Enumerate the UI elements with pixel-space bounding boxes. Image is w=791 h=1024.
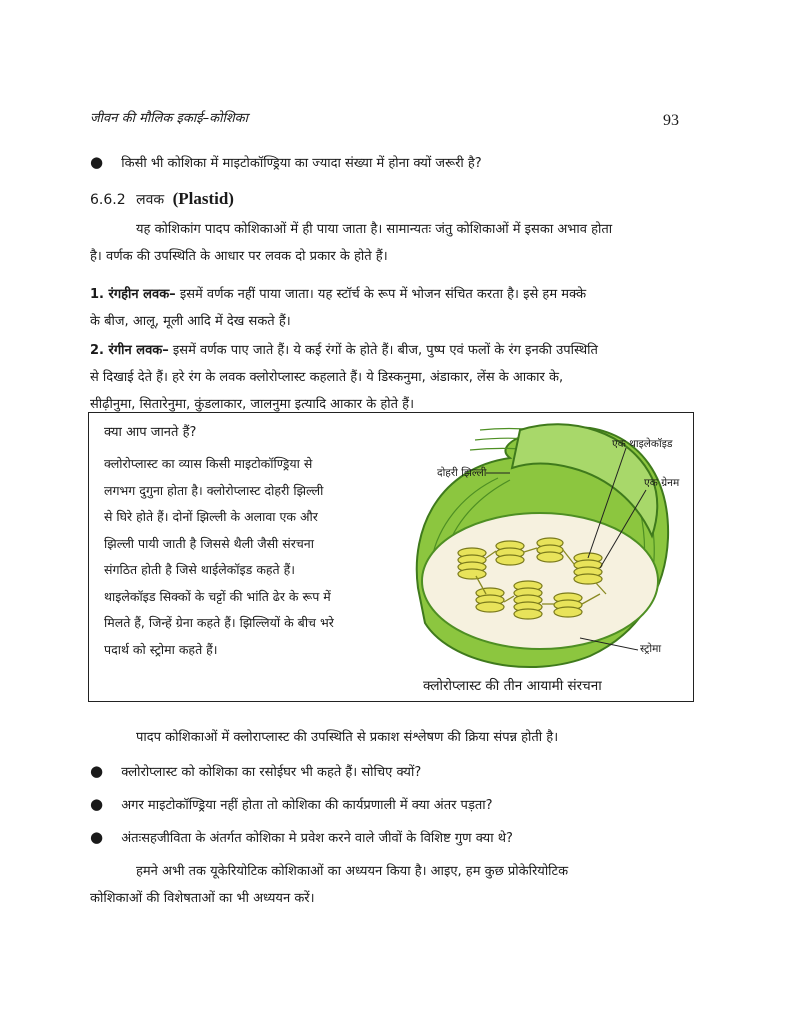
colorless-line: इसमें वर्णक नहीं पाया जाता। यह स्टॉर्च के रूप में भोजन संचित करता है। इसे हम मक्के xyxy=(179,287,587,302)
colored-line: सीढ़ीनुमा, सितारेनुमा, कुंडलाकार, जालनुमा इत्यादि आकार के होते हैं। xyxy=(90,397,415,412)
label-granum: एक ग्रेनम xyxy=(644,477,680,489)
intro-paragraph xyxy=(90,216,701,270)
box-line: पदार्थ को स्ट्रोमा कहते हैं। xyxy=(104,641,218,657)
colored-line: इसमें वर्णक पाए जाते हैं। ये कई रंगों के होते हैं। बीज, पुष्प एवं फलों के रंग इनकी उपस्थिति xyxy=(172,343,598,358)
closing-paragraph xyxy=(90,858,701,912)
closing-line: हमने अभी तक यूकेरियोटिक कोशिकाओं का अध्ययन किया है। आइए, हम कुछ प्रोकेरियोटिक xyxy=(136,864,569,879)
bullet-question-1 xyxy=(90,149,482,177)
granum-6 xyxy=(514,581,542,619)
bullet-text: क्लोरोप्लास्ट को कोशिका का रसोईघर भी कहते हैं। सोचिए क्यों? xyxy=(121,765,422,780)
section-heading xyxy=(90,189,234,209)
bullet-text: अंतःसहजीविता के अंतर्गत कोशिका मे प्रवेश करने वाले जीवों के विशिष्ट गुण क्या थे? xyxy=(121,831,513,846)
bullet-question-2 xyxy=(90,758,421,786)
photosynthesis-statement: पादप कोशिकाओं में क्लोराप्लास्ट की उपस्थिति से प्रकाश संश्लेषण की क्रिया संपन्न होती है। xyxy=(136,730,559,745)
colorless-label: 1. रंगहीन लवक– xyxy=(90,287,176,302)
box-line: मिलते हैं, जिन्हें ग्रेना कहते हैं। झिल्लियों के बीच भरे xyxy=(104,615,334,630)
intro-line: यह कोशिकांग पादप कोशिकाओं में ही पाया जाता है। सामान्यतः जंतु कोशिकाओं में इसका अभाव होता xyxy=(136,222,613,237)
box-line: लगभग दुगुना होता है। क्लोरोप्लास्ट दोहरी झिल्ली xyxy=(104,482,324,498)
colored-plastid-paragraph xyxy=(90,337,701,418)
colored-line: से दिखाई देते हैं। हरे रंग के लवक क्लोरोप्लास्ट कहलाते हैं। ये डिस्कनुमा, अंडाकार, लेंस के आकार के, xyxy=(90,370,564,385)
box-line: संगठित होती है जिसे थाईलेकॉइड कहते हैं। xyxy=(104,562,296,577)
granum-7 xyxy=(554,593,582,617)
granum-5 xyxy=(476,588,504,612)
stroma-region xyxy=(422,513,658,649)
label-stroma: स्ट्रोमा xyxy=(640,643,662,655)
box-title: क्या आप जानते हैं? xyxy=(104,425,197,440)
box-line: क्लोरोप्लास्ट का व्यास किसी माइटोकॉण्ड्रिया से xyxy=(104,456,313,471)
granum-2 xyxy=(496,541,524,565)
colorless-plastid-paragraph xyxy=(90,281,701,335)
figure-caption: क्लोरोप्लास्ट की तीन आयामी संरचना xyxy=(423,678,602,694)
bullet-text: किसी भी कोशिका में माइटोकॉण्ड्रिया का ज्यादा संख्या में होना क्यों जरूरी है? xyxy=(121,156,482,171)
box-line: झिल्ली पायी जाती है जिससे थैली जैसी संरचना xyxy=(104,535,314,551)
bullet-question-4 xyxy=(90,824,513,852)
closing-line: कोशिकाओं की विशेषताओं का भी अध्ययन करें। xyxy=(90,891,315,906)
box-line: थाइलेकॉइड सिक्कों के चट्टों की भांति ढेर के रूप में xyxy=(104,588,331,604)
bullet-text: अगर माइटोकॉण्ड्रिया नहीं होता तो कोशिका की कार्यप्रणाली में क्या अंतर पड़ता? xyxy=(121,798,493,813)
chloroplast-illustration xyxy=(400,418,692,676)
granum-1 xyxy=(458,548,486,579)
bullet-icon: ● xyxy=(90,153,104,171)
label-thylakoid: एक थाइलेकॉइड xyxy=(612,438,673,450)
box-text xyxy=(104,451,400,663)
section-number: 6.6.2 xyxy=(90,192,126,208)
page-number: 93 xyxy=(663,112,679,129)
colorless-line: के बीज, आलू, मूली आदि में देख सकते हैं। xyxy=(90,314,291,329)
bullet-question-3 xyxy=(90,791,493,819)
colored-label: 2. रंगीन लवक– xyxy=(90,343,169,358)
section-title-english: (Plastid) xyxy=(172,189,234,208)
bullet-icon: ● xyxy=(90,762,104,780)
intro-line: है। वर्णक की उपस्थिति के आधार पर लवक दो प्रकार के होते हैं। xyxy=(90,249,388,264)
box-line: से घिरे होते हैं। दोनों झिल्ली के अलावा एक और xyxy=(104,509,318,524)
section-title: लवक xyxy=(136,192,165,208)
label-double-membrane: दोहरी झिल्ली xyxy=(437,467,487,479)
bullet-icon: ● xyxy=(90,828,104,846)
running-header: जीवन की मौलिक इकाई–कोशिका xyxy=(90,111,249,126)
granum-3 xyxy=(537,538,563,562)
bullet-icon: ● xyxy=(90,795,104,813)
